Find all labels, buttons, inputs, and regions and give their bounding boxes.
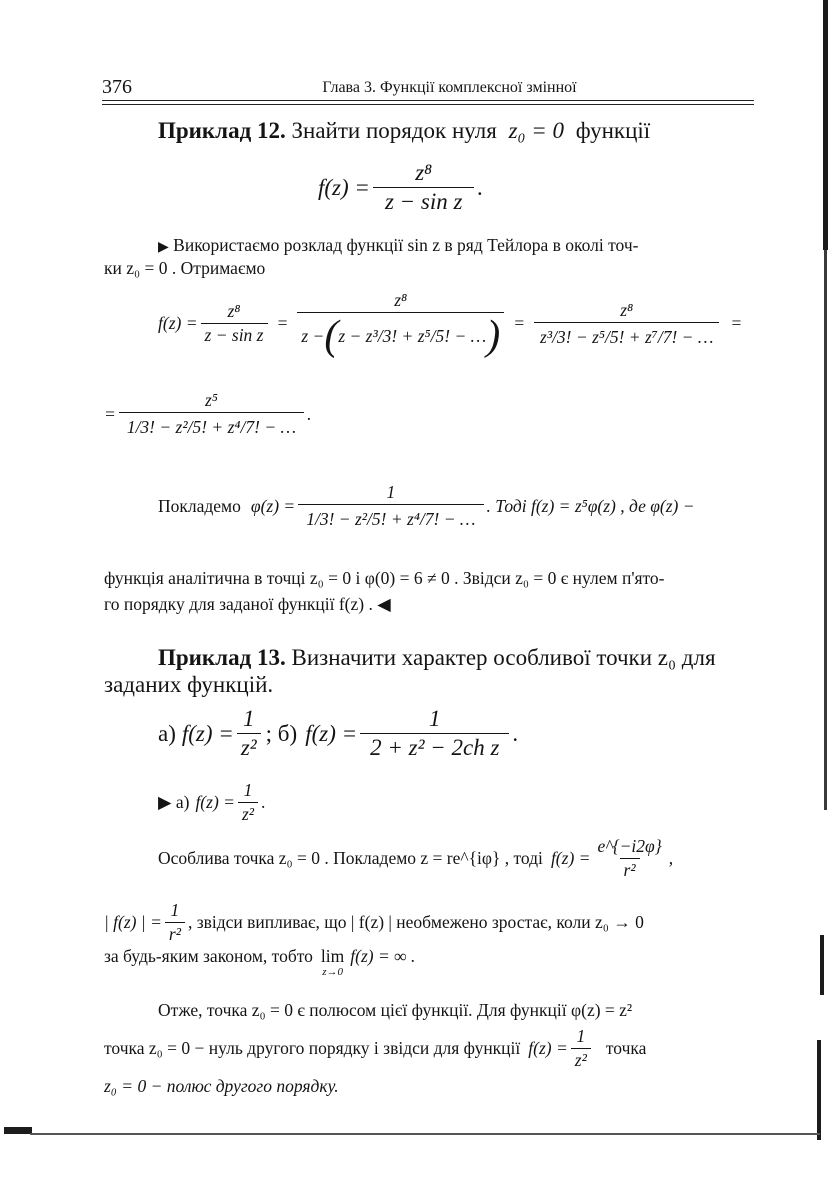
example-13-statement-2: заданих функцій.	[104, 672, 274, 697]
conclusion-line1: функція аналітична в точці z₀ = 0 і φ(0) = 6 ≠ 0 . Звідси z₀ = 0 є нулем п'ято-	[104, 568, 665, 588]
limit-line: за будь-яким законом, тобто lim z→0 f(z) = ∞ .	[104, 946, 416, 978]
main-function-formula: f(z) = $\frac{\text{z⁸}}{\text{z − sin z}}$ .	[318, 160, 484, 214]
singular-point-line: Особлива точка z₀ = 0 . Покладемо z = re^{iφ} , тоді f(z) = $\frac{e\^{}\{-i2\varphi\}}{\text{r²}}$ ,	[158, 836, 674, 880]
formula-lhs: f(z) =	[318, 174, 370, 200]
expansion-equation: f(z) = $\frac{\text{z⁸}}{\text{z − sin z}}$ = z⁸ z − ( z − z³/3! + z⁵/5! − … ) = $\frac{\text{z⁸}}{\text{z³/3! − z⁵/5! + z⁷/7! − …}}$ =	[158, 290, 743, 359]
running-title: Глава 3. Функції комплексної змінної	[322, 79, 577, 96]
pole-line3: z₀ = 0 − полюс другого порядку.	[104, 1076, 339, 1096]
header-rule-thin	[102, 104, 754, 105]
example-13-functions: а) f(z) = $\frac{1}{\text{z²}}$ ; б) f(z) = $\frac{1}{\text{2 + z² − 2ch z}}$ .	[158, 706, 519, 760]
conclusion-line2: го порядку для заданої функції f(z) . ◀	[104, 594, 391, 614]
page-number: 376	[102, 76, 132, 98]
example-12-title: Приклад 12.	[158, 118, 286, 143]
abs-value-line: | f(z) | = $\frac{1}{\text{r²}}$ , звідси випливає, що | f(z) | необмежено зростає, коли z₀ → 0	[104, 900, 644, 944]
step1-line2: ки z₀ = 0 . Отримаємо	[104, 258, 266, 278]
formula-numerator: z⁸	[415, 160, 433, 185]
result-fraction: $\frac{\text{z⁵}}{\text{1/3! − z²/5! + z⁴/7! − …}}$	[119, 390, 304, 438]
example-13-statement: Визначити характер особливої точки z₀ для	[291, 645, 716, 670]
example-13-title: Приклад 13.	[158, 645, 286, 670]
abs-fraction: $\frac{1}{\text{r²}}$	[165, 900, 185, 945]
phi-definition: Покладемо φ(z) = $\frac{1}{\text{1/3! − z²/5! + z⁴/7! − …}}$ . Тоді f(z) = z⁵φ(z) , де φ(z) −	[158, 482, 695, 529]
header-rule	[102, 100, 754, 101]
z0-condition: z₀ = 0	[508, 118, 565, 143]
scan-bottom-line	[30, 1133, 820, 1135]
formula-denominator: z − sin z	[373, 187, 475, 215]
pole-line1: Отже, точка z₀ = 0 є полюсом цієї функції. Для функції φ(z) = z²	[158, 1000, 633, 1020]
solution-a: ▶ а) f(z) = $\frac{1}{\text{z²}}$ .	[158, 780, 266, 824]
expansion-fraction-3: $\frac{\text{z⁸}}{\text{z³/3! − z⁵/5! + z⁷/7! − …}}$	[534, 300, 719, 348]
pole-fraction: $\frac{1}{\text{z²}}$	[571, 1026, 591, 1071]
scan-edge-mark	[817, 1040, 821, 1140]
singular-fraction: $\frac{e\^{}\{-i2\varphi\}}{\text{r²}}$	[597, 836, 662, 880]
func-a-fraction: $\frac{1}{\text{z²}}$	[237, 706, 261, 761]
scan-edge-mark	[820, 935, 824, 995]
example-12-heading	[158, 118, 650, 144]
solution-start-marker: ▶	[158, 240, 169, 255]
step1-line1: ▶ Використаємо розклад функції sin z в ряд Тейлора в околі точ-	[158, 235, 639, 255]
sol-a-fraction: $\frac{1}{\text{z²}}$	[238, 780, 258, 825]
phi-fraction: $\frac{1}{\text{1/3! − z²/5! + z⁴/7! − …}}$	[298, 482, 483, 530]
pole-line2: точка z₀ = 0 − нуль другого порядку і звідси для функції f(z) = $\frac{1}{\text{z²}}$ точка	[104, 1026, 647, 1070]
example-13-heading	[158, 645, 716, 671]
function-word: функції	[575, 118, 651, 143]
formula-fraction	[373, 160, 475, 215]
scan-edge-mark	[823, 0, 828, 250]
scan-corner-mark	[4, 1127, 32, 1134]
func-b-fraction: $\frac{1}{\text{2 + z² − 2ch z}}$	[360, 706, 509, 761]
expansion-fraction-1: $\frac{\text{z⁸}}{\text{z − sin z}}$	[201, 301, 268, 346]
result-equation: = $\frac{\text{z⁵}}{\text{1/3! − z²/5! + z⁴/7! − …}}$ .	[104, 390, 312, 437]
expansion-fraction-2: z⁸ z − ( z − z³/3! + z⁵/5! − … )	[297, 290, 504, 357]
scan-edge-mark	[824, 250, 827, 810]
example-12-statement: Знайти порядок нуля	[291, 118, 497, 143]
